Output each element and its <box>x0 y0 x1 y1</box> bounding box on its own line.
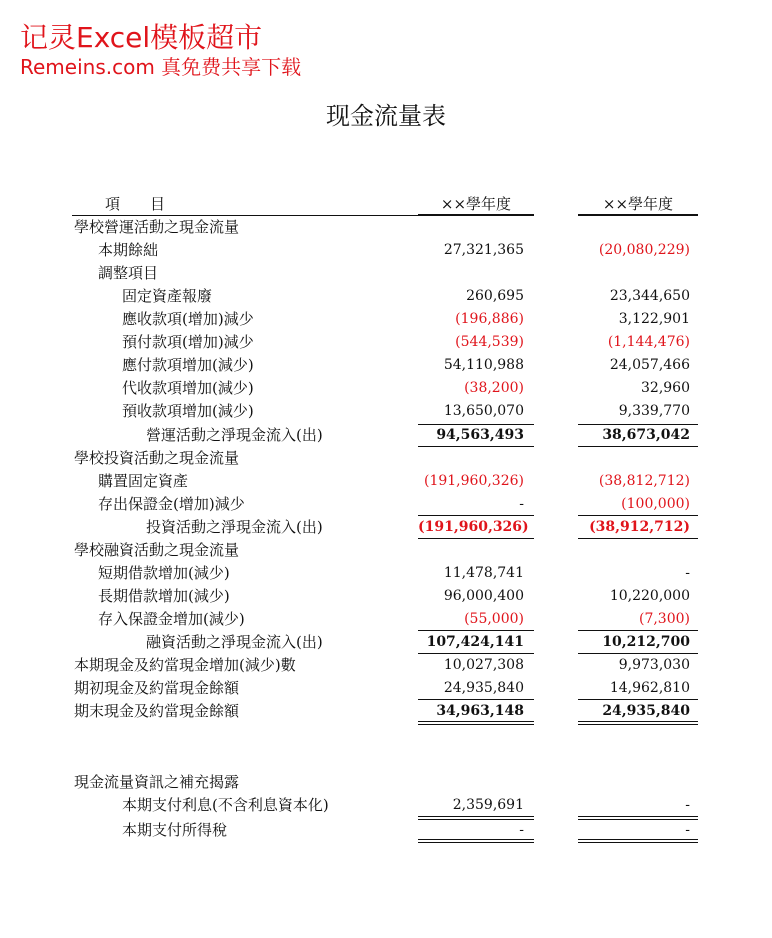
row-label: 應付款項增加(減少) <box>122 356 254 374</box>
row-label: 融資活動之淨現金流入(出) <box>146 633 323 651</box>
value-year-2: 38,673,042 <box>602 427 690 443</box>
table-row <box>0 515 772 538</box>
value-year-2: 3,122,901 <box>618 311 690 327</box>
value-year-1: 2,359,691 <box>452 797 524 813</box>
table-row <box>0 469 772 492</box>
table-row <box>0 261 772 284</box>
row-label: 應收款項(增加)減少 <box>122 310 254 328</box>
value-year-2: (38,912,712) <box>589 519 690 535</box>
value-year-1: 13,650,070 <box>443 403 524 419</box>
row-label: 預收款項增加(減少) <box>122 402 254 420</box>
value-year-2: - <box>685 822 690 838</box>
row-label: 預付款項(增加)減少 <box>122 333 254 351</box>
value-year-2: (20,080,229) <box>598 242 690 258</box>
row-label: 學校投資活動之現金流量 <box>74 449 240 467</box>
table-row <box>0 630 772 653</box>
value-year-1: (191,960,326) <box>418 519 529 535</box>
table-row <box>0 215 772 238</box>
table-row <box>0 353 772 376</box>
table-row <box>0 399 772 422</box>
row-label: 本期現金及約當現金增加(減少)數 <box>74 656 296 674</box>
value-year-1: (544,539) <box>455 334 524 350</box>
watermark-subtitle: Remeins.com 真免费共享下载 <box>20 55 302 79</box>
value-year-2: - <box>685 797 690 813</box>
row-label: 存出保證金(增加)減少 <box>98 495 245 513</box>
table-row <box>0 607 772 630</box>
value-year-1: 107,424,141 <box>426 634 524 650</box>
row-label: 調整項目 <box>98 264 159 282</box>
value-year-1: - <box>519 496 524 512</box>
row-label: 期初現金及約當現金餘額 <box>74 679 240 697</box>
row-label: 投資活動之淨現金流入(出) <box>146 518 323 536</box>
supplement-end-line-1b <box>418 842 534 843</box>
value-year-2: 32,960 <box>641 380 690 396</box>
table-row <box>0 307 772 330</box>
value-year-2: (38,812,712) <box>598 473 690 489</box>
value-year-1: 10,027,308 <box>443 657 524 673</box>
ending-balance-line-1b <box>418 724 534 725</box>
supplement-line-2a <box>578 816 698 817</box>
table-row <box>0 376 772 399</box>
table-row <box>0 584 772 607</box>
row-label: 短期借款增加(減少) <box>98 564 230 582</box>
value-year-2: 10,220,000 <box>609 588 690 604</box>
table-row <box>0 446 772 469</box>
value-year-2: (100,000) <box>621 496 690 512</box>
row-label: 本期支付所得稅 <box>122 821 228 839</box>
ending-balance-line-2b <box>578 724 698 725</box>
value-year-2: 23,344,650 <box>609 288 690 304</box>
table-row <box>0 561 772 584</box>
table-row <box>0 238 772 261</box>
value-year-2: (1,144,476) <box>607 334 690 350</box>
value-year-1: (191,960,326) <box>424 473 524 489</box>
table-row <box>0 492 772 515</box>
table-row <box>0 653 772 676</box>
header-year-2: ××學年度 <box>602 195 674 213</box>
value-year-2: 24,935,840 <box>602 703 690 719</box>
row-label: 本期支付利息(不含利息資本化) <box>122 796 329 814</box>
table-row <box>0 538 772 561</box>
value-year-2: (7,300) <box>638 611 690 627</box>
row-label: 固定資產報廢 <box>122 287 213 305</box>
value-year-2: - <box>685 565 690 581</box>
header-year-1: ××學年度 <box>440 195 512 213</box>
value-year-1: (38,200) <box>464 380 524 396</box>
row-label: 期末現金及約當現金餘額 <box>74 702 240 720</box>
row-label: 學校營運活動之現金流量 <box>74 218 240 236</box>
value-year-1: (196,886) <box>455 311 524 327</box>
table-row <box>0 330 772 353</box>
value-year-2: 9,339,770 <box>618 403 690 419</box>
supplement-line-1a <box>418 816 534 817</box>
row-label: 營運活動之淨現金流入(出) <box>146 426 323 444</box>
table-row <box>0 284 772 307</box>
value-year-1: 34,963,148 <box>436 703 524 719</box>
value-year-2: 14,962,810 <box>609 680 690 696</box>
table-row <box>0 423 772 446</box>
watermark-title: 记灵Excel模板超市 <box>20 21 263 54</box>
row-label: 長期借款增加(減少) <box>98 587 230 605</box>
table-row <box>0 793 772 816</box>
row-label: 存入保證金增加(減少) <box>98 610 245 628</box>
value-year-2: 9,973,030 <box>618 657 690 673</box>
value-year-1: 96,000,400 <box>443 588 524 604</box>
value-year-1: 11,478,741 <box>443 565 524 581</box>
value-year-1: 24,935,840 <box>443 680 524 696</box>
value-year-1: 94,563,493 <box>436 427 524 443</box>
table-row <box>0 699 772 722</box>
table-row <box>0 770 772 793</box>
value-year-2: 24,057,466 <box>609 357 690 373</box>
value-year-1: 27,321,365 <box>443 242 524 258</box>
row-label: 本期餘絀 <box>98 241 159 259</box>
value-year-1: (55,000) <box>464 611 524 627</box>
table-row <box>0 676 772 699</box>
value-year-1: 54,110,988 <box>443 357 524 373</box>
row-label: 現金流量資訊之補充揭露 <box>74 773 240 791</box>
row-label: 購置固定資產 <box>98 472 189 490</box>
row-label: 代收款項增加(減少) <box>122 379 254 397</box>
value-year-1: - <box>519 822 524 838</box>
value-year-1: 260,695 <box>466 288 524 304</box>
table-header <box>0 192 772 215</box>
row-label: 學校融資活動之現金流量 <box>74 541 240 559</box>
table-row <box>0 818 772 841</box>
header-item: 項 目 <box>104 195 165 213</box>
value-year-2: 10,212,700 <box>602 634 690 650</box>
supplement-end-line-2b <box>578 842 698 843</box>
page-title: 现金流量表 <box>326 102 446 130</box>
